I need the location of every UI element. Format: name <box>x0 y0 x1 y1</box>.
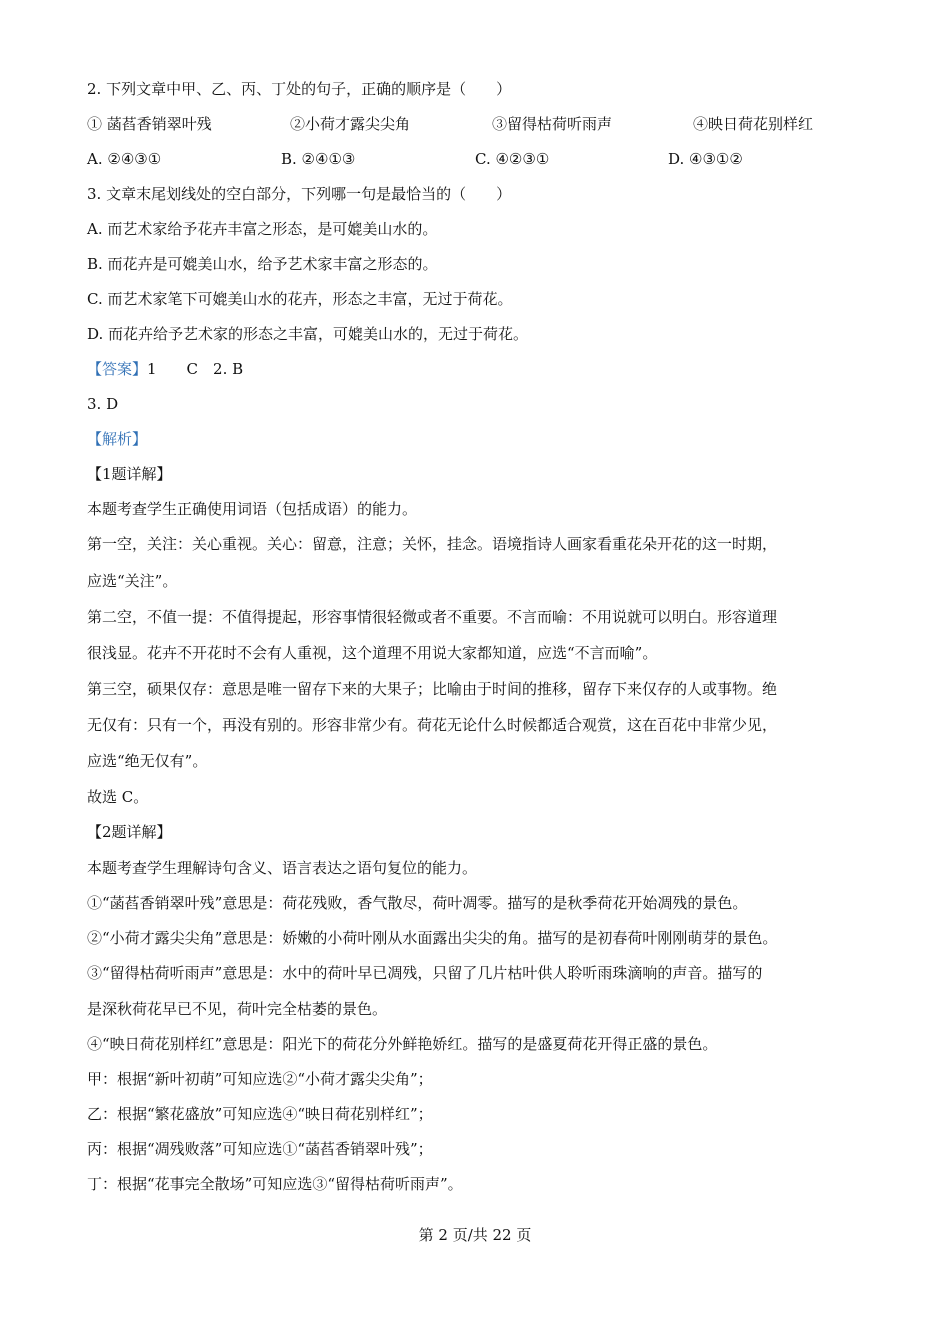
detail1-heading: 【1题详解】 <box>87 465 172 483</box>
q3-option-c: C. 而艺术家笔下可媲美山水的花卉，形态之丰富，无过于荷花。 <box>87 290 513 308</box>
detail2-line: ③“留得枯荷听雨声”意思是：水中的荷叶早已凋残，只留了几片枯叶供人聆听雨珠滴响的声音。描写的 <box>87 964 763 982</box>
q2-options <box>87 148 877 170</box>
detail2-line: ①“菡萏香销翠叶残”意思是：荷花残败，香气散尽，荷叶凋零。描写的是秋季荷花开始凋残的景色。 <box>87 894 748 912</box>
answer-line <box>87 358 243 380</box>
q3-option-d: D. 而花卉给予艺术家的形态之丰富，可媲美山水的，无过于荷花。 <box>87 325 529 343</box>
detail1-line: 第三空，硕果仅存：意思是唯一留存下来的大果子；比喻由于时间的推移，留存下来仅存的人或事物。绝 <box>87 680 778 698</box>
detail2-line: 本题考查学生理解诗句含义、语言表达之语句复位的能力。 <box>87 859 478 877</box>
q2-item-2: ②小荷才露尖尖角 <box>290 115 411 133</box>
q2-option-c: C. ④②③① <box>475 150 550 168</box>
detail1-line: 很浅显。花卉不开花时不会有人重视，这个道理不用说大家都知道，应选“不言而喻”。 <box>87 644 658 662</box>
detail2-line: ④“映日荷花别样红”意思是：阳光下的荷花分外鲜艳娇红。描写的是盛夏荷花开得正盛的景色。 <box>87 1035 718 1053</box>
detail1-line: 应选“绝无仅有”。 <box>87 752 208 770</box>
answer-line-2: 3. D <box>87 395 119 413</box>
q2-item-4: ④映日荷花别样红 <box>693 115 814 133</box>
detail2-line: 是深秋荷花早已不见，荷叶完全枯萎的景色。 <box>87 1000 388 1018</box>
q2-item-3: ③留得枯荷听雨声 <box>492 115 613 133</box>
q3-option-b: B. 而花卉是可媲美山水，给予艺术家丰富之形态的。 <box>87 255 438 273</box>
detail1-line: 应选“关注”。 <box>87 572 178 590</box>
detail1-line: 故选 C。 <box>87 788 149 806</box>
detail1-line: 无仅有：只有一个，再没有别的。形容非常少有。荷花无论什么时候都适合观赏，这在百花中非常少见， <box>87 716 778 734</box>
q2-items <box>87 113 877 135</box>
detail2-line: 乙：根据“繁花盛放”可知应选④“映日荷花别样红”； <box>87 1105 433 1123</box>
detail2-line: 丁：根据“花事完全散场”可知应选③“留得枯荷听雨声”。 <box>87 1175 463 1193</box>
detail2-line: 甲：根据“新叶初萌”可知应选②“小荷才露尖尖角”； <box>87 1070 433 1088</box>
page-footer: 第 2 页/共 22 页 <box>418 1226 532 1244</box>
detail1-line: 第二空，不值一提：不值得提起，形容事情很轻微或者不重要。不言而喻：不用说就可以明白。形容道理 <box>87 608 778 626</box>
analysis-tag: 【解析】 <box>87 430 148 448</box>
q2-option-b: B. ②④①③ <box>281 150 356 168</box>
q2-stem: 2. 下列文章中甲、乙、丙、丁处的句子，正确的顺序是（ ） <box>87 80 512 98</box>
q3-option-a: A. 而艺术家给予花卉丰富之形态，是可媲美山水的。 <box>87 220 438 238</box>
q3-stem: 3. 文章末尾划线处的空白部分，下列哪一句是最恰当的（ ） <box>87 185 512 203</box>
answer-text: 1 C 2. B <box>147 360 244 378</box>
q2-option-a: A. ②④③① <box>87 150 162 168</box>
detail1-line: 第一空，关注：关心重视。关心：留意，注意；关怀，挂念。语境指诗人画家看重花朵开花的这一时期， <box>87 535 778 553</box>
answer-tag: 【答案】 <box>87 360 148 378</box>
detail2-heading: 【2题详解】 <box>87 823 172 841</box>
detail1-line: 本题考查学生正确使用词语（包括成语）的能力。 <box>87 500 418 518</box>
detail2-line: ②“小荷才露尖尖角”意思是：娇嫩的小荷叶刚从水面露出尖尖的角。描写的是初春荷叶刚刚萌芽的景色。 <box>87 929 778 947</box>
q2-item-1: ① 菡萏香销翠叶残 <box>87 115 212 133</box>
detail2-line: 丙：根据“凋残败落”可知应选①“菡萏香销翠叶残”； <box>87 1140 433 1158</box>
q2-option-d: D. ④③①② <box>668 150 743 168</box>
